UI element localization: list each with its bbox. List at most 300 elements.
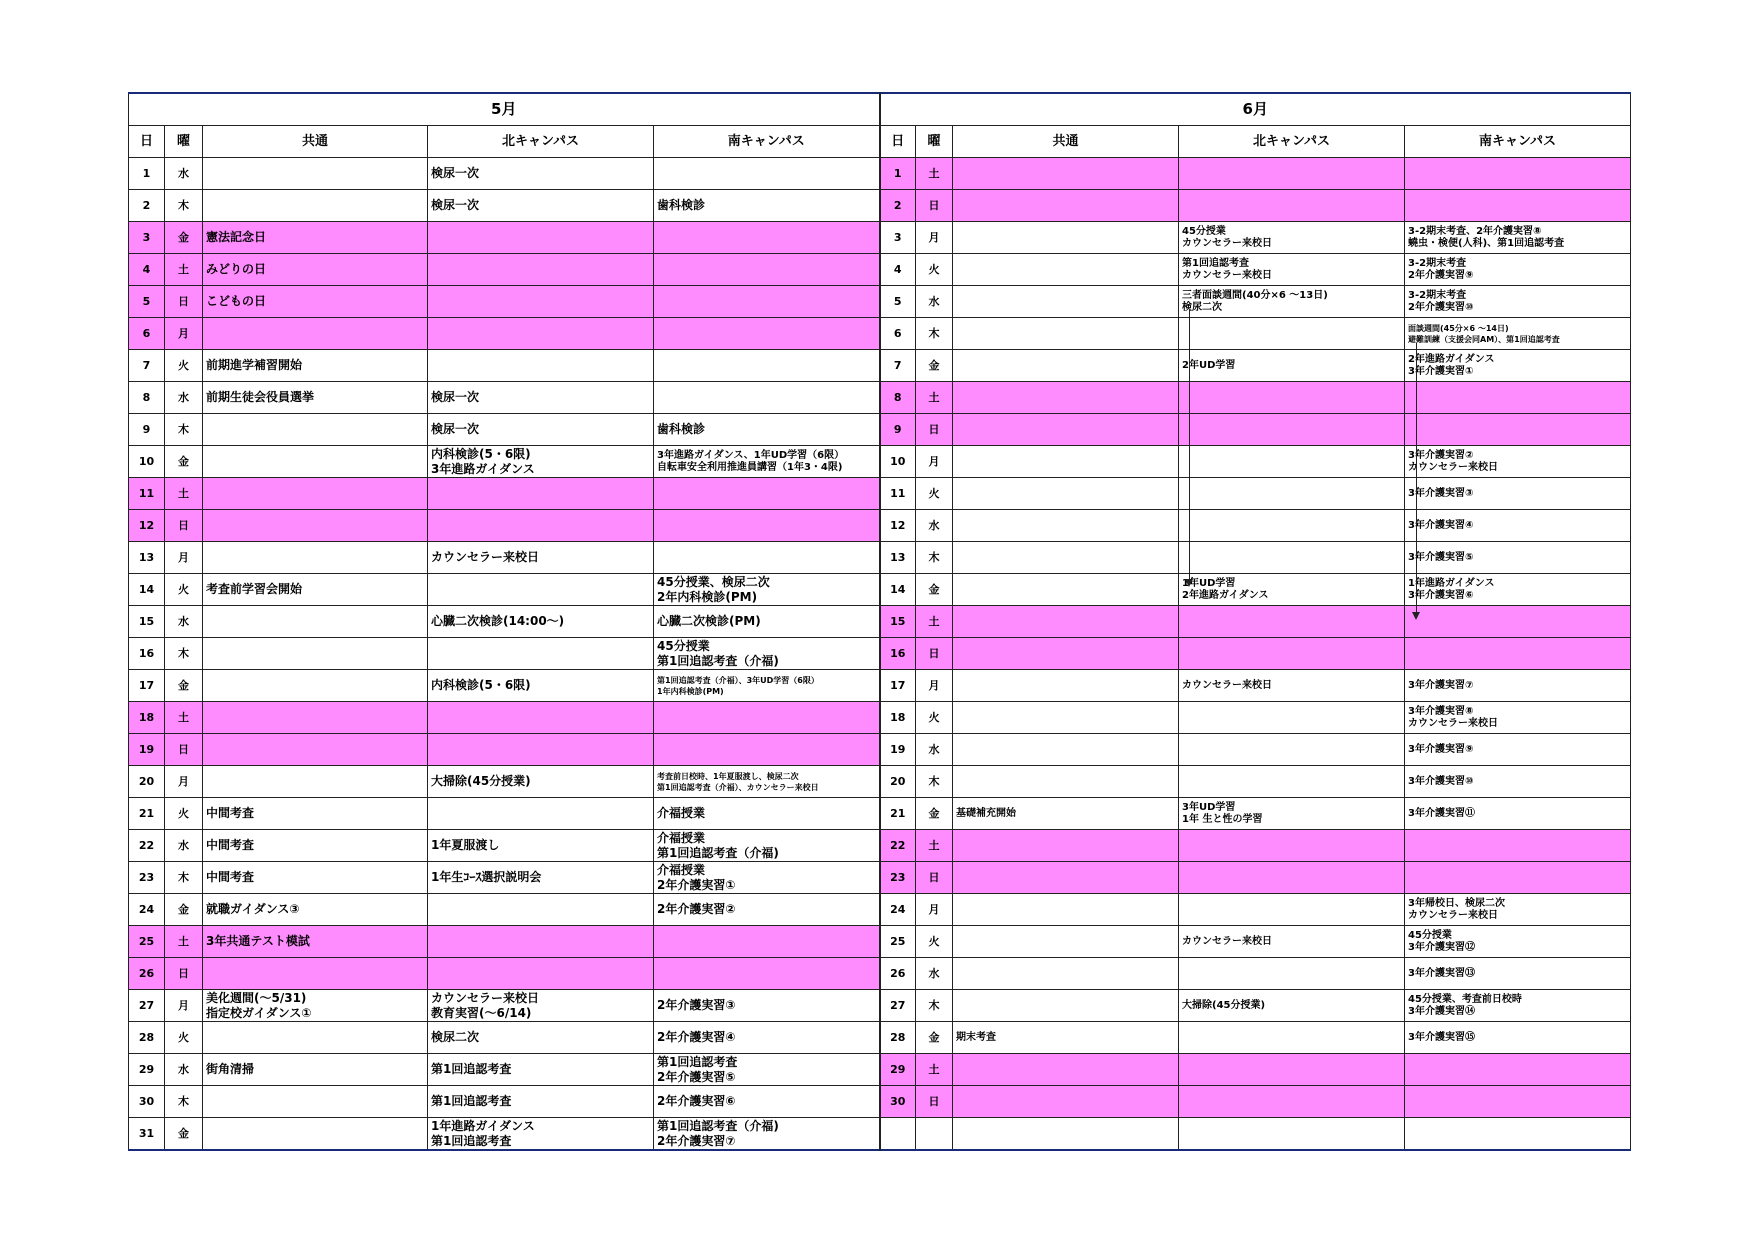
june-north-cell: 第1回追認考査 カウンセラー来校日	[1179, 254, 1405, 286]
june-day-cell: 21	[880, 798, 916, 830]
calendar-row	[129, 222, 1631, 254]
may-north-cell: カウンセラー来校日 教育実習(～6/14)	[428, 990, 654, 1022]
may-common-cell: 就職ガイダンス③	[203, 894, 428, 926]
may-weekday-cell: 金	[165, 1118, 203, 1151]
june-day-cell: 19	[880, 734, 916, 766]
june-weekday-cell: 日	[916, 638, 953, 670]
june-day-cell: 15	[880, 606, 916, 638]
may-south-cell	[654, 222, 880, 254]
june-north-cell: 大掃除(45分授業)	[1179, 990, 1405, 1022]
col-header-weekday: 曜	[916, 126, 953, 158]
calendar-row	[129, 542, 1631, 574]
june-weekday-cell: 金	[916, 350, 953, 382]
calendar-row	[129, 478, 1631, 510]
calendar-row	[129, 414, 1631, 446]
may-south-cell: 第1回追認考査（介福) 2年介護実習⑦	[654, 1118, 880, 1151]
may-common-cell: 前期生徒会役員選挙	[203, 382, 428, 414]
may-south-cell	[654, 350, 880, 382]
june-day-cell: 3	[880, 222, 916, 254]
may-north-cell: 内科検診(5・6限) 3年進路ガイダンス	[428, 446, 654, 478]
may-weekday-cell: 月	[165, 318, 203, 350]
may-common-cell	[203, 734, 428, 766]
may-day-cell: 9	[129, 414, 165, 446]
june-north-cell	[1179, 414, 1405, 446]
june-south-cell	[1405, 1086, 1631, 1118]
may-north-cell	[428, 254, 654, 286]
may-day-cell: 21	[129, 798, 165, 830]
calendar-row	[129, 318, 1631, 350]
calendar-row	[129, 766, 1631, 798]
may-weekday-cell: 木	[165, 1086, 203, 1118]
col-header-north: 北キャンパス	[428, 126, 654, 158]
may-weekday-cell: 月	[165, 990, 203, 1022]
may-south-cell	[654, 702, 880, 734]
june-common-cell	[953, 350, 1179, 382]
calendar-row	[129, 190, 1631, 222]
june-south-cell: 3年介護実習⑨	[1405, 734, 1631, 766]
may-day-cell: 1	[129, 158, 165, 190]
june-weekday-cell: 土	[916, 158, 953, 190]
calendar-row	[129, 1118, 1631, 1151]
may-common-cell	[203, 606, 428, 638]
calendar-row	[129, 702, 1631, 734]
may-north-cell: 心臓二次検診(14:00～)	[428, 606, 654, 638]
may-south-cell	[654, 510, 880, 542]
june-north-cell	[1179, 734, 1405, 766]
may-day-cell: 6	[129, 318, 165, 350]
calendar-row	[129, 1086, 1631, 1118]
may-day-cell: 30	[129, 1086, 165, 1118]
col-header-day: 日	[129, 126, 165, 158]
calendar-row	[129, 830, 1631, 862]
col-header-common: 共通	[203, 126, 428, 158]
may-south-cell: 介福授業	[654, 798, 880, 830]
june-common-cell	[953, 702, 1179, 734]
june-day-cell: 2	[880, 190, 916, 222]
june-weekday-cell: 月	[916, 222, 953, 254]
june-weekday-cell: 日	[916, 862, 953, 894]
may-common-cell: みどりの日	[203, 254, 428, 286]
june-weekday-cell: 金	[916, 798, 953, 830]
june-north-cell: カウンセラー来校日	[1179, 670, 1405, 702]
june-day-cell: 28	[880, 1022, 916, 1054]
may-common-cell	[203, 414, 428, 446]
june-north-cell	[1179, 318, 1405, 350]
june-common-cell	[953, 606, 1179, 638]
arrow-north-duration	[1189, 310, 1190, 585]
june-south-cell: 面談週間(45分×6 ～14日) 避難訓練（支援会同AM）、第1回追認考査	[1405, 318, 1631, 350]
june-weekday-cell: 水	[916, 734, 953, 766]
june-weekday-cell: 木	[916, 318, 953, 350]
may-day-cell: 19	[129, 734, 165, 766]
may-north-cell: 検尿一次	[428, 414, 654, 446]
may-weekday-cell: 金	[165, 446, 203, 478]
calendar-row	[129, 446, 1631, 478]
may-south-cell: 歯科検診	[654, 190, 880, 222]
june-day-cell: 29	[880, 1054, 916, 1086]
may-south-cell	[654, 318, 880, 350]
june-weekday-cell: 木	[916, 542, 953, 574]
june-north-cell	[1179, 958, 1405, 990]
june-day-cell: 8	[880, 382, 916, 414]
june-day-cell: 23	[880, 862, 916, 894]
calendar-row	[129, 926, 1631, 958]
calendar-row	[129, 670, 1631, 702]
june-common-cell	[953, 158, 1179, 190]
june-north-cell	[1179, 158, 1405, 190]
may-common-cell	[203, 702, 428, 734]
calendar-row	[129, 798, 1631, 830]
june-north-cell	[1179, 190, 1405, 222]
may-day-cell: 29	[129, 1054, 165, 1086]
june-north-cell	[1179, 1054, 1405, 1086]
may-north-cell	[428, 926, 654, 958]
may-common-cell	[203, 766, 428, 798]
june-south-cell: 3年介護実習⑮	[1405, 1022, 1631, 1054]
may-common-cell	[203, 1086, 428, 1118]
may-north-cell	[428, 958, 654, 990]
june-north-cell	[1179, 606, 1405, 638]
june-common-cell	[953, 286, 1179, 318]
may-north-cell	[428, 478, 654, 510]
june-common-cell	[953, 254, 1179, 286]
june-weekday-cell: 火	[916, 926, 953, 958]
june-common-cell	[953, 510, 1179, 542]
may-south-cell	[654, 734, 880, 766]
june-south-cell: 45分授業 3年介護実習⑫	[1405, 926, 1631, 958]
calendar-row	[129, 286, 1631, 318]
june-south-cell: 3年帰校日、検尿二次 カウンセラー来校日	[1405, 894, 1631, 926]
may-common-cell: 街角清掃	[203, 1054, 428, 1086]
june-weekday-cell: 木	[916, 766, 953, 798]
june-common-cell	[953, 542, 1179, 574]
june-day-cell: 10	[880, 446, 916, 478]
may-south-cell	[654, 286, 880, 318]
may-north-cell	[428, 574, 654, 606]
june-north-cell	[1179, 382, 1405, 414]
calendar-row	[129, 990, 1631, 1022]
may-weekday-cell: 日	[165, 510, 203, 542]
may-north-cell: 大掃除(45分授業)	[428, 766, 654, 798]
may-north-cell: カウンセラー来校日	[428, 542, 654, 574]
may-south-cell: 介福授業 第1回追認考査（介福)	[654, 830, 880, 862]
col-header-south: 南キャンパス	[654, 126, 880, 158]
may-weekday-cell: 火	[165, 350, 203, 382]
may-day-cell: 8	[129, 382, 165, 414]
may-day-cell: 3	[129, 222, 165, 254]
june-common-cell: 期末考査	[953, 1022, 1179, 1054]
may-weekday-cell: 水	[165, 830, 203, 862]
may-south-cell	[654, 542, 880, 574]
june-south-cell	[1405, 638, 1631, 670]
june-day-cell: 25	[880, 926, 916, 958]
calendar-row	[129, 638, 1631, 670]
june-south-cell	[1405, 1118, 1631, 1151]
may-weekday-cell: 土	[165, 254, 203, 286]
june-weekday-cell: 土	[916, 1054, 953, 1086]
june-day-cell: 26	[880, 958, 916, 990]
june-weekday-cell: 水	[916, 510, 953, 542]
june-south-cell: 45分授業、考査前日校時 3年介護実習⑭	[1405, 990, 1631, 1022]
may-weekday-cell: 火	[165, 1022, 203, 1054]
june-weekday-cell: 月	[916, 894, 953, 926]
may-south-cell: 2年介護実習③	[654, 990, 880, 1022]
may-north-cell	[428, 798, 654, 830]
may-north-cell	[428, 638, 654, 670]
june-day-cell: 22	[880, 830, 916, 862]
may-south-cell: 第1回追認考査（介福）、3年UD学習（6限） 1年内科検診(PM)	[654, 670, 880, 702]
may-south-cell	[654, 478, 880, 510]
june-north-cell	[1179, 894, 1405, 926]
may-north-cell	[428, 894, 654, 926]
june-day-cell: 12	[880, 510, 916, 542]
june-north-cell	[1179, 510, 1405, 542]
june-south-cell: 3年介護実習② カウンセラー来校日	[1405, 446, 1631, 478]
june-north-cell	[1179, 478, 1405, 510]
june-weekday-cell	[916, 1118, 953, 1151]
may-day-cell: 7	[129, 350, 165, 382]
may-north-cell: 1年進路ガイダンス 第1回追認考査	[428, 1118, 654, 1151]
may-common-cell	[203, 510, 428, 542]
may-common-cell: 3年共通テスト模試	[203, 926, 428, 958]
june-common-cell	[953, 222, 1179, 254]
june-north-cell: 45分授業 カウンセラー来校日	[1179, 222, 1405, 254]
col-header-common: 共通	[953, 126, 1179, 158]
june-south-cell: 3-2期末考査 2年介護実習⑨	[1405, 254, 1631, 286]
may-weekday-cell: 水	[165, 606, 203, 638]
may-north-cell	[428, 222, 654, 254]
month-header-june: 6月	[880, 93, 1631, 126]
june-north-cell	[1179, 862, 1405, 894]
june-weekday-cell: 火	[916, 702, 953, 734]
june-day-cell: 13	[880, 542, 916, 574]
june-weekday-cell: 日	[916, 1086, 953, 1118]
may-south-cell: 2年介護実習⑥	[654, 1086, 880, 1118]
may-common-cell: 中間考査	[203, 862, 428, 894]
calendar-row	[129, 958, 1631, 990]
may-north-cell: 検尿一次	[428, 190, 654, 222]
may-day-cell: 18	[129, 702, 165, 734]
may-common-cell: こどもの日	[203, 286, 428, 318]
june-common-cell	[953, 734, 1179, 766]
june-south-cell: 1年進路ガイダンス 3年介護実習⑥	[1405, 574, 1631, 606]
june-common-cell: 基礎補充開始	[953, 798, 1179, 830]
may-day-cell: 27	[129, 990, 165, 1022]
june-south-cell: 3年介護実習⑤	[1405, 542, 1631, 574]
may-day-cell: 11	[129, 478, 165, 510]
may-weekday-cell: 木	[165, 638, 203, 670]
may-north-cell	[428, 702, 654, 734]
may-day-cell: 5	[129, 286, 165, 318]
may-weekday-cell: 木	[165, 190, 203, 222]
june-north-cell	[1179, 1022, 1405, 1054]
june-north-cell: 三者面談週間(40分×6 ～13日) 検尿二次	[1179, 286, 1405, 318]
june-south-cell	[1405, 830, 1631, 862]
may-north-cell: 検尿一次	[428, 158, 654, 190]
may-weekday-cell: 金	[165, 222, 203, 254]
may-south-cell: 45分授業、検尿二次 2年内科検診(PM)	[654, 574, 880, 606]
may-south-cell	[654, 158, 880, 190]
may-day-cell: 15	[129, 606, 165, 638]
may-south-cell: 介福授業 2年介護実習①	[654, 862, 880, 894]
may-day-cell: 31	[129, 1118, 165, 1151]
june-north-cell	[1179, 1086, 1405, 1118]
june-south-cell: 3年介護実習⑦	[1405, 670, 1631, 702]
june-day-cell: 17	[880, 670, 916, 702]
june-south-cell: 3年介護実習③	[1405, 478, 1631, 510]
may-weekday-cell: 日	[165, 958, 203, 990]
calendar-row	[129, 574, 1631, 606]
may-weekday-cell: 水	[165, 382, 203, 414]
may-day-cell: 12	[129, 510, 165, 542]
may-south-cell	[654, 958, 880, 990]
june-common-cell	[953, 894, 1179, 926]
june-south-cell: 3年介護実習⑪	[1405, 798, 1631, 830]
may-common-cell: 中間考査	[203, 798, 428, 830]
may-common-cell	[203, 446, 428, 478]
may-common-cell	[203, 318, 428, 350]
june-day-cell: 9	[880, 414, 916, 446]
june-day-cell: 1	[880, 158, 916, 190]
june-south-cell: 3年介護実習⑩	[1405, 766, 1631, 798]
june-weekday-cell: 日	[916, 190, 953, 222]
may-north-cell	[428, 350, 654, 382]
may-south-cell: 第1回追認考査 2年介護実習⑤	[654, 1054, 880, 1086]
june-north-cell	[1179, 702, 1405, 734]
may-weekday-cell: 土	[165, 926, 203, 958]
june-weekday-cell: 火	[916, 478, 953, 510]
may-common-cell: 前期進学補習開始	[203, 350, 428, 382]
june-weekday-cell: 日	[916, 414, 953, 446]
june-north-cell	[1179, 542, 1405, 574]
june-north-cell	[1179, 830, 1405, 862]
may-weekday-cell: 金	[165, 670, 203, 702]
june-day-cell: 27	[880, 990, 916, 1022]
col-header-north: 北キャンパス	[1179, 126, 1405, 158]
june-weekday-cell: 木	[916, 990, 953, 1022]
june-common-cell	[953, 862, 1179, 894]
may-day-cell: 24	[129, 894, 165, 926]
may-common-cell	[203, 478, 428, 510]
june-weekday-cell: 土	[916, 606, 953, 638]
may-weekday-cell: 月	[165, 766, 203, 798]
june-common-cell	[953, 478, 1179, 510]
may-weekday-cell: 金	[165, 894, 203, 926]
may-day-cell: 26	[129, 958, 165, 990]
june-south-cell	[1405, 862, 1631, 894]
may-common-cell	[203, 542, 428, 574]
may-south-cell	[654, 382, 880, 414]
may-day-cell: 16	[129, 638, 165, 670]
may-north-cell: 第1回追認考査	[428, 1086, 654, 1118]
calendar-row	[129, 382, 1631, 414]
june-common-cell	[953, 446, 1179, 478]
may-common-cell: 中間考査	[203, 830, 428, 862]
col-header-weekday: 曜	[165, 126, 203, 158]
june-south-cell: 3年介護実習④	[1405, 510, 1631, 542]
june-south-cell	[1405, 414, 1631, 446]
june-south-cell: 2年進路ガイダンス 3年介護実習①	[1405, 350, 1631, 382]
may-weekday-cell: 日	[165, 734, 203, 766]
may-weekday-cell: 水	[165, 1054, 203, 1086]
june-north-cell: 3年UD学習 1年 生と性の学習	[1179, 798, 1405, 830]
june-common-cell	[953, 190, 1179, 222]
may-common-cell	[203, 190, 428, 222]
june-common-cell	[953, 670, 1179, 702]
june-north-cell	[1179, 1118, 1405, 1151]
may-south-cell: 考査前日校時、1年夏服渡し、検尿二次 第1回追認考査（介福）、カウンセラー来校日	[654, 766, 880, 798]
june-weekday-cell: 土	[916, 382, 953, 414]
may-north-cell	[428, 734, 654, 766]
month-header-may: 5月	[129, 93, 880, 126]
june-day-cell: 11	[880, 478, 916, 510]
june-south-cell	[1405, 158, 1631, 190]
june-day-cell: 6	[880, 318, 916, 350]
may-common-cell: 考査前学習会開始	[203, 574, 428, 606]
may-north-cell: 1年生ｺｰｽ選択説明会	[428, 862, 654, 894]
calendar-row	[129, 510, 1631, 542]
june-weekday-cell: 水	[916, 958, 953, 990]
june-weekday-cell: 金	[916, 1022, 953, 1054]
june-common-cell	[953, 318, 1179, 350]
may-common-cell: 美化週間(～5/31) 指定校ガイダンス①	[203, 990, 428, 1022]
may-day-cell: 2	[129, 190, 165, 222]
arrow-south-duration	[1416, 343, 1417, 618]
may-weekday-cell: 木	[165, 862, 203, 894]
june-south-cell	[1405, 1054, 1631, 1086]
may-south-cell: 45分授業 第1回追認考査（介福)	[654, 638, 880, 670]
may-south-cell: 歯科検診	[654, 414, 880, 446]
may-day-cell: 4	[129, 254, 165, 286]
may-day-cell: 28	[129, 1022, 165, 1054]
june-day-cell	[880, 1118, 916, 1151]
may-south-cell: 心臓二次検診(PM)	[654, 606, 880, 638]
may-south-cell: 2年介護実習④	[654, 1022, 880, 1054]
may-day-cell: 20	[129, 766, 165, 798]
may-weekday-cell: 火	[165, 798, 203, 830]
june-day-cell: 5	[880, 286, 916, 318]
may-north-cell: 1年夏服渡し	[428, 830, 654, 862]
june-common-cell	[953, 830, 1179, 862]
may-north-cell	[428, 286, 654, 318]
may-weekday-cell: 木	[165, 414, 203, 446]
calendar-row	[129, 1054, 1631, 1086]
june-day-cell: 20	[880, 766, 916, 798]
june-common-cell	[953, 574, 1179, 606]
may-north-cell	[428, 318, 654, 350]
june-common-cell	[953, 414, 1179, 446]
may-weekday-cell: 日	[165, 286, 203, 318]
june-common-cell	[953, 958, 1179, 990]
june-north-cell: 2年UD学習	[1179, 350, 1405, 382]
may-north-cell	[428, 510, 654, 542]
calendar-row	[129, 734, 1631, 766]
may-weekday-cell: 水	[165, 158, 203, 190]
june-common-cell	[953, 990, 1179, 1022]
june-weekday-cell: 金	[916, 574, 953, 606]
may-day-cell: 10	[129, 446, 165, 478]
calendar-row	[129, 350, 1631, 382]
june-common-cell	[953, 926, 1179, 958]
june-weekday-cell: 月	[916, 670, 953, 702]
june-south-cell: 3年介護実習⑧ カウンセラー来校日	[1405, 702, 1631, 734]
june-south-cell	[1405, 606, 1631, 638]
calendar-row	[129, 606, 1631, 638]
may-north-cell: 検尿一次	[428, 382, 654, 414]
june-day-cell: 24	[880, 894, 916, 926]
may-common-cell	[203, 638, 428, 670]
june-common-cell	[953, 766, 1179, 798]
